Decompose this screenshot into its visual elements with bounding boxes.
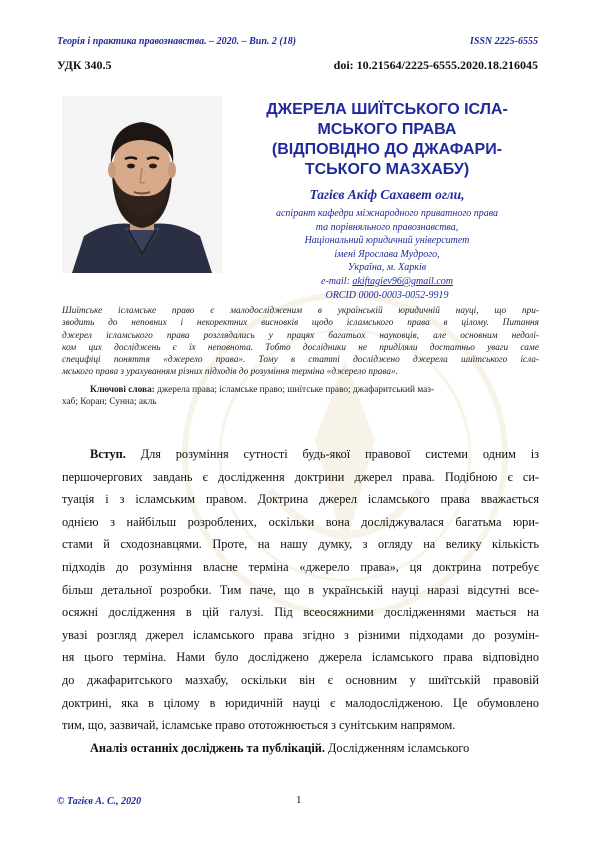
udk-code: УДК 340.5 [57,58,112,72]
analysis-text: Дослідженням ісламського [324,740,470,755]
body-line: до джафаритського мазхабу, оскільки він є основним у шиїтській правовій [62,672,539,687]
body-line [62,443,539,466]
email-link[interactable]: akiftagiev96@gmail.com [352,275,453,287]
title-line: МСЬКОГО ПРАВА [317,121,457,138]
body-line: увазі розгляд джерел ісламського права згідно з різними підходами до розумін- [62,627,539,642]
body-line: стами й сходознавцями. Проте, на нашу думку, з огляду на велику кількість [62,537,539,552]
body-text [62,443,539,759]
page-number: 1 [296,794,302,806]
body-line: доктрині, яка в цілому в юридичній науці є малодослідженою. Це обумовлено [62,695,539,710]
affiliation-line: аспірант кафедри міжнародного приватного права [275,208,499,219]
abstract-line: зводить до неповних і некоректних висновків щодо ісламського права в цілому. Питання [62,318,539,329]
abstract [62,305,539,379]
email-label: e-mail: [321,275,353,287]
affiliation-line: імені Ярослава Мудрого, [334,248,440,260]
author-photo [62,96,222,273]
body-text-span: Для розуміння сутності будь-якої правової системи одним із [125,447,539,461]
body-line: ня цього терміна. Нами було досліджено джерела ісламського права відповідно [62,650,539,665]
keywords-label: Ключові слова: [90,385,155,395]
title-line: ДЖЕРЕЛА ШИЇТСЬКОГО ІСЛА- [266,101,508,118]
intro-label: Вступ. [90,447,126,461]
body-line: більш детальної розробки. Тим паче, що в українській науці наразі відсутні все- [62,582,539,597]
title-line: ТСЬКОГО МАЗХАБУ) [304,161,470,178]
author-affiliation [232,207,542,302]
abstract-line: специфіці поняття «джерело права». Тому в статті досліджено джерела шиїтського іслa- [62,355,539,366]
issn: ISSN 2225-6555 [469,36,538,47]
doi: doi: 10.21564/2225-6555.2020.18.216045 [333,58,538,72]
keywords-line [62,384,539,396]
copyright: © Тагієв А. С., 2020 [57,796,142,807]
affiliation-line: Україна, м. Харків [347,262,427,274]
body-line: туація і з ісламським правом. Доктрина джерел ісламського права вважається [62,492,539,507]
abstract-line: Шиїтське ісламське право є малодослідженим в українській юридичній науці, що при- [62,306,539,316]
body-line: тим, що, зазвичай, ісламське право ототожнюється з сунітським напрямом. [62,718,456,733]
body-line [62,737,539,760]
affiliation-line: Національний юридичний університет [304,235,470,247]
email-line [232,275,542,289]
author-name: Тагієв Акіф Сахавет огли, [309,187,465,202]
body-line: першочергових завдань є дослідження доктрини джерел права. Подібною є си- [62,469,539,484]
article-title [232,100,542,180]
keywords-text: джерела права; ісламське право; шиїтське право; джафаритський маз- [154,385,435,395]
keywords-line: хаб; Коран; Сунна; акль [62,397,157,408]
title-line: (ВІДПОВІДНО ДО ДЖАФАРИ- [271,141,503,158]
keywords [62,384,539,409]
journal-header: Теорія і практика правознавства. – 2020. – Вип. 2 (18) [57,36,297,47]
analysis-label: Аналіз останніх досліджень та публікацій. [90,740,325,755]
abstract-line: джерел ісламського права розглядались у працях багатьох науковців, але основним недолі- [62,330,539,341]
orcid: ORCID 0000-0003-0052-9919 [325,289,449,301]
affiliation-line: та порівняльного правознавства, [315,221,459,233]
body-line: підходів до розуміння власне терміна «джерело права», ця доктрина потребує [62,559,539,574]
body-line: однією з найбільш розроблених, оскільки вона досліджувалася багатьма юри- [62,514,539,529]
abstract-line: мського права з урахуванням різних підходів до розуміння терміна «джерело права». [62,367,398,378]
body-line: осяжні дослідження в цій галузі. Під всеосяжними дослідженнями мається на [62,605,539,620]
abstract-line: ком цих досліджень є їх неповнота. Тобто дослідники не приділяли достатньо уваги саме [62,342,539,353]
